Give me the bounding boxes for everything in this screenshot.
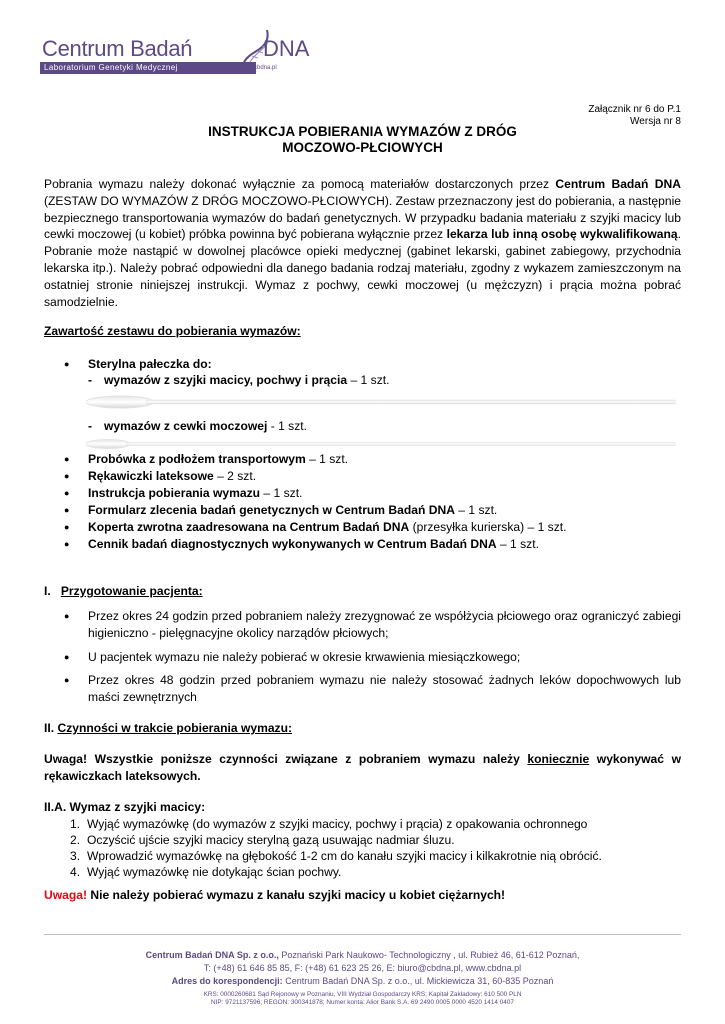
warning-text: Nie należy pobierać wymazu z kanału szyjki macicy u kobiet ciężarnych!	[87, 888, 506, 902]
intro-bold-2: lekarza lub inną osobę wykwalifikowaną	[446, 227, 678, 242]
kit-item-rest: (przesyłka kurierska) – 1 szt.	[409, 520, 567, 534]
kit-item-rest: – 1 szt.	[454, 503, 498, 517]
section-2-heading	[44, 721, 292, 735]
bullet-icon: ●	[64, 675, 70, 685]
step-number: 4.	[70, 865, 81, 879]
section-1-number: I.	[44, 584, 51, 598]
intro-text-3: . Pobranie może nastąpić w dowolnej placówce opieki medycznej (gabinet lekarski, gabinet zabiegowy, przychodnia lekarska itp.). Należy pobrać odpowiedni dla danego badania rodzaj materiału, zgodny z wykazem zamieszczonym na ostatniej stronie niniejszej instrukcji. Wymaz z pochwy, cewki moczowej (u mężczyzn) i prącia można pobrać samodzielnie.	[44, 227, 681, 309]
swab-image-1	[86, 395, 676, 409]
prep-item	[64, 608, 681, 641]
warning-text-b: wykonywać w rękawiczkach lateksowych.	[44, 752, 681, 783]
step-text: Wprowadzić wymazówkę na głębokość 1-2 cm do kanału szyjki macicy i kilkakrotnie nią obrócić.	[87, 849, 602, 863]
step-number: 3.	[70, 849, 81, 863]
logo-subtitle: Laboratorium Genetyki Medycznej	[40, 62, 256, 74]
bullet-icon: ●	[64, 505, 70, 515]
intro-bold-1: Centrum Badań DNA	[555, 177, 681, 191]
kit-item-bold: Probówka z podłożem transportowym	[88, 452, 306, 466]
bullet-icon: ●	[64, 454, 70, 464]
logo-brand: Centrum Badań	[42, 36, 193, 61]
kit-item-rest: – 2 szt.	[213, 469, 257, 483]
section-2-number: II.	[44, 721, 55, 735]
bullet-icon: ●	[64, 522, 70, 532]
warning-underlined: koniecznie	[527, 752, 590, 766]
section-1-heading	[44, 584, 203, 598]
step-item	[44, 848, 684, 864]
bullet-icon: ●	[64, 471, 70, 481]
section-1-title: Przygotowanie pacjenta:	[60, 584, 203, 598]
intro-text-2: (ZESTAW DO WYMAZÓW Z DRÓG MOCZOWO-PŁCIOWYCH). Zestaw przeznaczony jest do pobierania, a następnie bezpiecznego transportowania wymazów do badań genetycznych. W przypadku badania materiału z szyjki macicy lub cewki moczowej (u kobiet) próbka powinna być pobierana wyłącznie przez	[44, 193, 681, 242]
kit-item-bold: Koperta zwrotna zaadresowana na Centrum Badań DNA	[88, 520, 410, 534]
footer-krs: KRS: 0000260681 Sąd Rejonowy w Poznaniu, VIII Wydział Gospodarczy KRS; Kapitał Zakładowy: 610 500 PLN	[203, 991, 522, 998]
swab-title: Sterylna pałeczka do:	[88, 357, 212, 371]
kit-heading: Zawartość zestawu do pobierania wymazów:	[44, 324, 301, 338]
step-text: Wyjąć wymazówkę nie dotykając ścian pochwy.	[87, 865, 342, 879]
bullet-icon: ●	[64, 652, 70, 662]
kit-item-bold: Formularz zlecenia badań genetycznych w Centrum Badań DNA	[88, 503, 455, 517]
dash-icon: -	[88, 419, 93, 433]
version-number: Wersja nr 8	[630, 116, 681, 127]
step-text: Oczyścić ujście szyjki macicy sterylną gazą usuwając nadmiar śluzu.	[87, 833, 455, 847]
gloves-warning	[44, 751, 681, 785]
footer-contact: T: (+48) 61 646 85 85, F: (+48) 61 623 25 26, E: biuro@cbdna.pl, www.cbdna.pl	[203, 963, 522, 973]
footer-corr-label: Adres do korespondencji:	[171, 976, 283, 986]
bullet-icon: ●	[64, 539, 70, 549]
swab-sub-2-qty: - 1 szt.	[267, 419, 307, 433]
prep-item-text: Przez okres 48 godzin przed pobraniem wymazu nie należy stosować żadnych leków dopochwowych lub maści zewnętrznych	[88, 673, 681, 704]
page-title	[0, 124, 725, 156]
title-line-2: MOCZOWO-PŁCIOWYCH	[282, 140, 443, 155]
section-2a-heading: II.A. Wymaz z szyjki macicy:	[44, 800, 206, 814]
swab-sub-1-text	[104, 372, 389, 388]
section-2-title: Czynności w trakcie pobierania wymazu:	[57, 721, 293, 735]
step-text: Wyjąć wymazówkę (do wymazów z szyjki macicy, pochwy i prącia) z opakowania ochronnego	[87, 817, 588, 831]
title-line-1: INSTRUKCJA POBIERANIA WYMAZÓW Z DRÓG	[208, 124, 517, 139]
step-item	[44, 832, 684, 848]
swab-sub-2-text	[104, 418, 307, 434]
swab-sub-1-bold: wymazów z szyjki macicy, pochwy i prącia	[104, 373, 348, 387]
kit-item-bold: Instrukcja pobierania wymazu	[88, 486, 261, 500]
bullet-icon: ●	[64, 611, 70, 621]
logo-dna: DNA	[263, 36, 310, 61]
prep-item-text: Przez okres 24 godzin przed pobraniem należy zrezygnować ze współżycia płciowego oraz ograniczyć zabiegi higieniczno - pielęgnacyjne okolicy narządów płciowych;	[88, 609, 681, 640]
footer-address-text: Poznański Park Naukowo- Technologiczny , ul. Rubież 46, 61-612 Poznań,	[278, 950, 580, 960]
intro-text-1: Pobrania wymazu należy dokonać wyłącznie za pomocą materiałów dostarczonych przez	[44, 177, 556, 191]
intro-paragraph	[44, 176, 681, 310]
prep-item	[64, 649, 681, 666]
footer-correspondence	[0, 975, 725, 988]
step-item	[44, 816, 684, 832]
logo-url: cbdna.pl	[254, 65, 277, 71]
pregnancy-warning	[44, 888, 505, 902]
attachment-number: Załącznik nr 6 do P.1	[588, 104, 681, 115]
footer-nip: NIP: 9721137596; REGON: 300341878; Numer konta: Alior Bank S.A. 69 2490 0005 0000 4520 1414 0407	[211, 999, 514, 1006]
step-number: 1.	[70, 817, 81, 831]
swab-sub-2-bold: wymazów z cewki moczowej	[104, 419, 268, 433]
bullet-icon: ●	[64, 359, 70, 369]
steps-list	[44, 816, 684, 880]
footer-divider	[44, 934, 681, 935]
footer-company: Centrum Badań DNA Sp. z o.o.,	[145, 950, 279, 960]
kit-item-rest: – 1 szt.	[260, 486, 303, 500]
footer-corr-text: Centrum Badań DNA Sp. z o.o., ul. Mickiewicza 31, 60-835 Poznań	[282, 976, 554, 986]
dash-icon: -	[88, 373, 93, 387]
warning-text-a: Uwaga! Wszystkie poniższe czynności związane z pobraniem wymazu należy	[44, 752, 528, 766]
prep-item-text: U pacjentek wymazu nie należy pobierać w okresie krwawienia miesiączkowego;	[88, 650, 521, 664]
kit-item-rest: – 1 szt.	[305, 452, 349, 466]
kit-item-bold: Cennik badań diagnostycznych wykonywanych w Centrum Badań DNA	[88, 537, 497, 551]
footer-address	[0, 949, 725, 962]
step-item	[44, 864, 684, 880]
step-number: 2.	[70, 833, 81, 847]
warning-label: Uwaga!	[44, 888, 88, 902]
company-logo	[40, 28, 340, 78]
bullet-icon: ●	[64, 488, 70, 498]
kit-item-rest: – 1 szt.	[496, 537, 539, 551]
kit-item-bold: Rękawiczki lateksowe	[88, 469, 214, 483]
prep-item	[64, 672, 681, 705]
swab-image-2	[86, 437, 676, 451]
swab-sub-1-qty: – 1 szt.	[347, 373, 390, 387]
